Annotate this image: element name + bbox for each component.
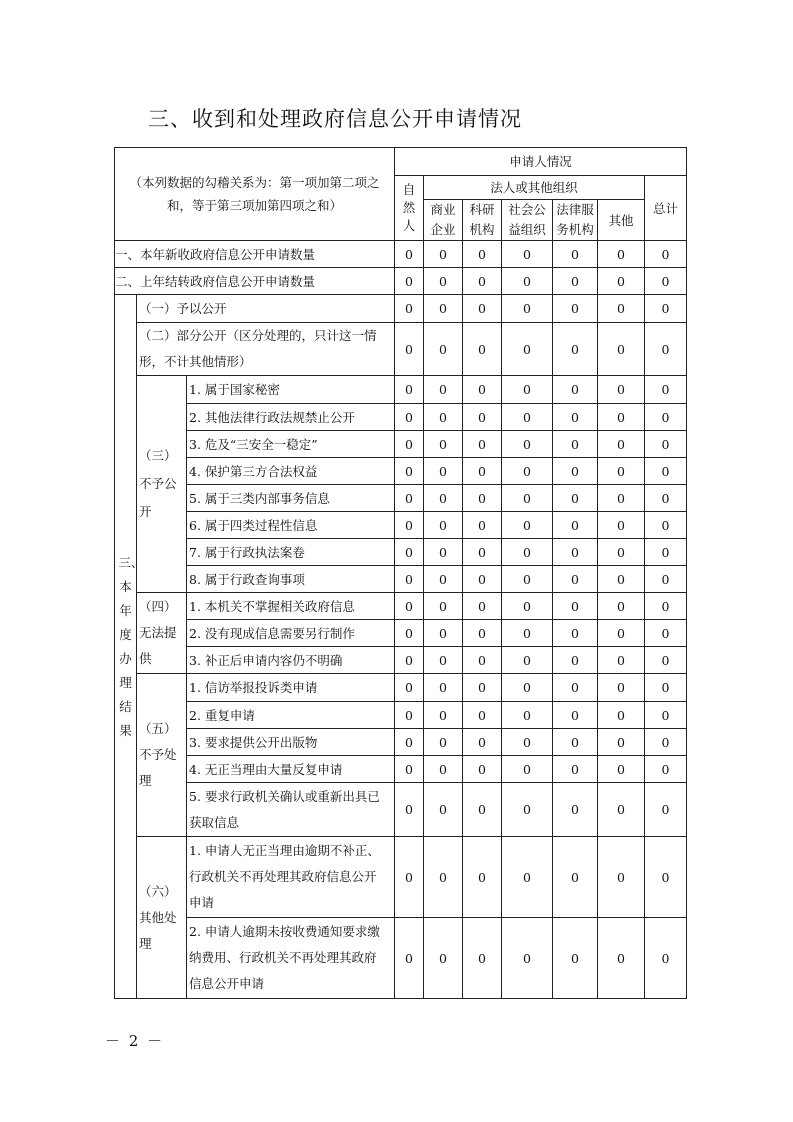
value-cell: 0 xyxy=(645,702,687,729)
value-cell: 0 xyxy=(463,241,502,268)
value-cell: 0 xyxy=(395,323,424,376)
value-cell: 0 xyxy=(645,268,687,295)
value-cell: 0 xyxy=(502,323,553,376)
value-cell: 0 xyxy=(424,593,463,620)
value-cell: 0 xyxy=(645,295,687,323)
group-5-label: （五）不予处理 xyxy=(137,674,187,837)
value-cell: 0 xyxy=(395,620,424,647)
value-cell: 0 xyxy=(553,323,598,376)
page-number: － 2 － xyxy=(105,1032,165,1050)
value-cell: 0 xyxy=(645,756,687,783)
row-label-line-3: 信息公开申请 xyxy=(189,976,265,991)
value-cell: 0 xyxy=(553,620,598,647)
value-cell: 0 xyxy=(553,647,598,674)
group-3-label: （三）不予公开 xyxy=(137,376,187,593)
group-4-label: （四）无法提供 xyxy=(137,593,187,674)
row-label-line-1: 1. 申请人无正当理由逾期不补正、 xyxy=(189,843,380,858)
value-cell: 0 xyxy=(463,376,502,404)
value-cell: 0 xyxy=(553,702,598,729)
value-cell: 0 xyxy=(463,512,502,539)
value-cell: 0 xyxy=(553,431,598,458)
value-cell: 0 xyxy=(395,756,424,783)
value-cell: 0 xyxy=(463,674,502,702)
table-row xyxy=(115,918,687,999)
table-row xyxy=(115,837,687,918)
information-disclosure-table xyxy=(114,147,687,999)
table-row xyxy=(115,512,687,539)
value-cell: 0 xyxy=(463,620,502,647)
value-cell: 0 xyxy=(553,241,598,268)
value-cell: 0 xyxy=(645,512,687,539)
value-cell: 0 xyxy=(502,458,553,485)
row-label: 3. 补正后申请内容仍不明确 xyxy=(187,647,395,674)
value-cell: 0 xyxy=(424,376,463,404)
value-cell: 0 xyxy=(424,729,463,756)
value-cell: 0 xyxy=(553,458,598,485)
other-header: 其他 xyxy=(598,200,645,241)
value-cell: 0 xyxy=(424,512,463,539)
section-3-label xyxy=(115,295,144,999)
value-cell: 0 xyxy=(502,729,553,756)
note-line-2: 和，等于第三项加第四项之和） xyxy=(166,198,342,213)
table-row xyxy=(115,431,687,458)
value-cell: 0 xyxy=(395,783,424,837)
value-cell: 0 xyxy=(463,647,502,674)
group-6-label: （六）其他处理 xyxy=(137,837,187,999)
value-cell: 0 xyxy=(598,539,645,566)
value-cell: 0 xyxy=(424,702,463,729)
value-cell: 0 xyxy=(395,837,424,918)
row-label: 1. 信访举报投诉类申请 xyxy=(187,674,395,702)
value-cell: 0 xyxy=(424,674,463,702)
table-row xyxy=(115,647,687,674)
value-cell: 0 xyxy=(463,756,502,783)
value-cell: 0 xyxy=(645,783,687,837)
value-cell: 0 xyxy=(553,918,598,999)
page-title: 三、收到和处理政府信息公开申请情况 xyxy=(148,107,522,131)
value-cell: 0 xyxy=(424,323,463,376)
row-label xyxy=(187,918,395,999)
value-cell: 0 xyxy=(598,268,645,295)
value-cell: 0 xyxy=(463,295,502,323)
value-cell: 0 xyxy=(598,593,645,620)
value-cell: 0 xyxy=(645,241,687,268)
note-line-1: （本列数据的勾稽关系为：第一项加第二项之 xyxy=(129,175,380,190)
value-cell: 0 xyxy=(598,241,645,268)
value-cell: 0 xyxy=(502,837,553,918)
value-cell: 0 xyxy=(645,837,687,918)
value-cell: 0 xyxy=(502,295,553,323)
value-cell: 0 xyxy=(424,539,463,566)
value-cell: 0 xyxy=(598,702,645,729)
row-label: （一）予以公开 xyxy=(137,295,395,323)
row-label-line-2: 获取信息 xyxy=(189,814,240,830)
table-row xyxy=(115,620,687,647)
value-cell: 0 xyxy=(463,702,502,729)
value-cell: 0 xyxy=(395,485,424,512)
row-label: 2. 重复申请 xyxy=(187,702,395,729)
value-cell: 0 xyxy=(424,756,463,783)
research-line-2: 机构 xyxy=(469,222,495,237)
table-row xyxy=(115,539,687,566)
value-cell: 0 xyxy=(553,512,598,539)
table-row xyxy=(115,404,687,431)
value-cell: 0 xyxy=(502,431,553,458)
value-cell: 0 xyxy=(463,837,502,918)
row-label: 3. 危及“三安全一稳定” xyxy=(187,431,395,458)
row-label: 6. 属于四类过程性信息 xyxy=(187,512,395,539)
value-cell: 0 xyxy=(553,295,598,323)
value-cell: 0 xyxy=(553,837,598,918)
value-cell: 0 xyxy=(502,756,553,783)
value-cell: 0 xyxy=(463,566,502,593)
commercial-header xyxy=(424,200,463,241)
value-cell: 0 xyxy=(395,241,424,268)
value-cell: 0 xyxy=(598,458,645,485)
row-label-line-3: 申请 xyxy=(189,895,215,910)
row-label-line-1: 2. 申请人逾期未按收费通知要求缴 xyxy=(189,924,380,939)
value-cell: 0 xyxy=(502,593,553,620)
table-row xyxy=(115,241,687,268)
table-row xyxy=(115,729,687,756)
value-cell: 0 xyxy=(502,268,553,295)
value-cell: 0 xyxy=(645,647,687,674)
value-cell: 0 xyxy=(463,458,502,485)
value-cell: 0 xyxy=(463,539,502,566)
value-cell: 0 xyxy=(424,566,463,593)
value-cell: 0 xyxy=(502,512,553,539)
value-cell: 0 xyxy=(502,647,553,674)
value-cell: 0 xyxy=(424,295,463,323)
row-label-line-2: 形，不计其他情形） xyxy=(139,354,252,369)
value-cell: 0 xyxy=(645,485,687,512)
legal-service-line-2: 务机构 xyxy=(556,222,594,237)
value-cell: 0 xyxy=(463,918,502,999)
row-label-line-2: 纳费用、行政机关不再处理其政府 xyxy=(189,950,377,965)
value-cell: 0 xyxy=(395,539,424,566)
value-cell: 0 xyxy=(395,647,424,674)
value-cell: 0 xyxy=(463,729,502,756)
table-row xyxy=(115,323,687,376)
value-cell: 0 xyxy=(553,566,598,593)
value-cell: 0 xyxy=(463,268,502,295)
row-label: 2. 其他法律行政法规禁止公开 xyxy=(187,404,395,431)
value-cell: 0 xyxy=(645,431,687,458)
value-cell: 0 xyxy=(598,566,645,593)
value-cell: 0 xyxy=(598,647,645,674)
social-line-2: 益组织 xyxy=(508,222,546,237)
value-cell: 0 xyxy=(553,404,598,431)
section-3-text: 三、本年度办理结果 xyxy=(118,554,144,738)
table-row xyxy=(115,702,687,729)
value-cell: 0 xyxy=(463,431,502,458)
value-cell: 0 xyxy=(553,485,598,512)
value-cell: 0 xyxy=(424,458,463,485)
table-row xyxy=(115,674,687,702)
value-cell: 0 xyxy=(553,674,598,702)
value-cell: 0 xyxy=(598,729,645,756)
value-cell: 0 xyxy=(598,620,645,647)
value-cell: 0 xyxy=(424,620,463,647)
value-cell: 0 xyxy=(598,485,645,512)
value-cell: 0 xyxy=(645,539,687,566)
value-cell: 0 xyxy=(645,918,687,999)
value-cell: 0 xyxy=(553,756,598,783)
value-cell: 0 xyxy=(598,376,645,404)
value-cell: 0 xyxy=(598,918,645,999)
value-cell: 0 xyxy=(645,674,687,702)
value-cell: 0 xyxy=(463,323,502,376)
legal-other-header: 法人或其他组织 xyxy=(424,176,645,200)
value-cell: 0 xyxy=(502,702,553,729)
value-cell: 0 xyxy=(645,620,687,647)
value-cell: 0 xyxy=(395,918,424,999)
value-cell: 0 xyxy=(502,566,553,593)
value-cell: 0 xyxy=(553,376,598,404)
natural-person-label: 自然人 xyxy=(402,182,416,233)
value-cell: 0 xyxy=(645,404,687,431)
legal-service-line-1: 法律服 xyxy=(556,202,594,217)
row-label-line-1: 5. 要求行政机关确认或重新出具已 xyxy=(189,788,380,804)
value-cell: 0 xyxy=(598,756,645,783)
value-cell: 0 xyxy=(424,837,463,918)
value-cell: 0 xyxy=(463,783,502,837)
value-cell: 0 xyxy=(645,376,687,404)
commercial-line-2: 企业 xyxy=(430,222,456,237)
value-cell: 0 xyxy=(502,918,553,999)
value-cell: 0 xyxy=(424,404,463,431)
value-cell: 0 xyxy=(598,674,645,702)
value-cell: 0 xyxy=(463,404,502,431)
table-row xyxy=(115,376,687,404)
legal-service-header xyxy=(553,200,598,241)
value-cell: 0 xyxy=(395,268,424,295)
value-cell: 0 xyxy=(598,512,645,539)
value-cell: 0 xyxy=(424,783,463,837)
value-cell: 0 xyxy=(395,674,424,702)
row-label: 4. 无正当理由大量反复申请 xyxy=(187,756,395,783)
row-label xyxy=(187,783,395,837)
value-cell: 0 xyxy=(395,431,424,458)
value-cell: 0 xyxy=(395,593,424,620)
value-cell: 0 xyxy=(502,783,553,837)
table-row xyxy=(115,593,687,620)
value-cell: 0 xyxy=(553,268,598,295)
value-cell: 0 xyxy=(553,783,598,837)
value-cell: 0 xyxy=(395,566,424,593)
row-label-line-1: （二）部分公开（区分处理的，只计这一情 xyxy=(139,328,377,343)
row-label: 1. 本机关不掌握相关政府信息 xyxy=(187,593,395,620)
row-label: 4. 保护第三方合法权益 xyxy=(187,458,395,485)
row-label: 1. 属于国家秘密 xyxy=(187,376,395,404)
value-cell: 0 xyxy=(645,729,687,756)
value-cell: 0 xyxy=(598,837,645,918)
row-label-line-2: 行政机关不再处理其政府信息公开 xyxy=(189,869,377,884)
value-cell: 0 xyxy=(553,729,598,756)
applicant-header: 申请人情况 xyxy=(395,148,687,176)
research-header xyxy=(463,200,502,241)
value-cell: 0 xyxy=(424,647,463,674)
value-cell: 0 xyxy=(598,431,645,458)
row-label: 8. 属于行政查询事项 xyxy=(187,566,395,593)
value-cell: 0 xyxy=(424,268,463,295)
value-cell: 0 xyxy=(598,783,645,837)
total-header: 总计 xyxy=(645,176,687,241)
table-row xyxy=(115,295,687,323)
table-row xyxy=(115,756,687,783)
value-cell: 0 xyxy=(502,485,553,512)
row-label: 3. 要求提供公开出版物 xyxy=(187,729,395,756)
note-cell xyxy=(115,148,395,241)
row-label: 2. 没有现成信息需要另行制作 xyxy=(187,620,395,647)
value-cell: 0 xyxy=(463,593,502,620)
value-cell: 0 xyxy=(502,376,553,404)
value-cell: 0 xyxy=(598,404,645,431)
row-label: 5. 属于三类内部事务信息 xyxy=(187,485,395,512)
table-row xyxy=(115,783,687,837)
value-cell: 0 xyxy=(424,918,463,999)
natural-person-header xyxy=(395,176,424,241)
value-cell: 0 xyxy=(502,620,553,647)
value-cell: 0 xyxy=(395,729,424,756)
value-cell: 0 xyxy=(502,404,553,431)
value-cell: 0 xyxy=(598,295,645,323)
value-cell: 0 xyxy=(395,702,424,729)
table-row xyxy=(115,485,687,512)
value-cell: 0 xyxy=(424,241,463,268)
value-cell: 0 xyxy=(395,295,424,323)
row-label: 7. 属于行政执法案卷 xyxy=(187,539,395,566)
value-cell: 0 xyxy=(598,323,645,376)
value-cell: 0 xyxy=(395,404,424,431)
value-cell: 0 xyxy=(645,566,687,593)
value-cell: 0 xyxy=(645,458,687,485)
value-cell: 0 xyxy=(553,593,598,620)
table-row xyxy=(115,458,687,485)
value-cell: 0 xyxy=(502,539,553,566)
social-header xyxy=(502,200,553,241)
value-cell: 0 xyxy=(395,458,424,485)
commercial-line-1: 商业 xyxy=(430,202,456,217)
value-cell: 0 xyxy=(553,539,598,566)
row-label xyxy=(137,323,395,376)
table-row xyxy=(115,268,687,295)
row-label: 一、本年新收政府信息公开申请数量 xyxy=(115,241,395,268)
row-label xyxy=(187,837,395,918)
value-cell: 0 xyxy=(463,485,502,512)
research-line-1: 科研 xyxy=(469,202,495,217)
value-cell: 0 xyxy=(502,241,553,268)
value-cell: 0 xyxy=(645,323,687,376)
table-row xyxy=(115,566,687,593)
value-cell: 0 xyxy=(424,431,463,458)
value-cell: 0 xyxy=(395,512,424,539)
social-line-1: 社会公 xyxy=(508,202,546,217)
row-label: 二、上年结转政府信息公开申请数量 xyxy=(115,268,395,295)
value-cell: 0 xyxy=(424,485,463,512)
value-cell: 0 xyxy=(645,593,687,620)
value-cell: 0 xyxy=(395,376,424,404)
value-cell: 0 xyxy=(502,674,553,702)
